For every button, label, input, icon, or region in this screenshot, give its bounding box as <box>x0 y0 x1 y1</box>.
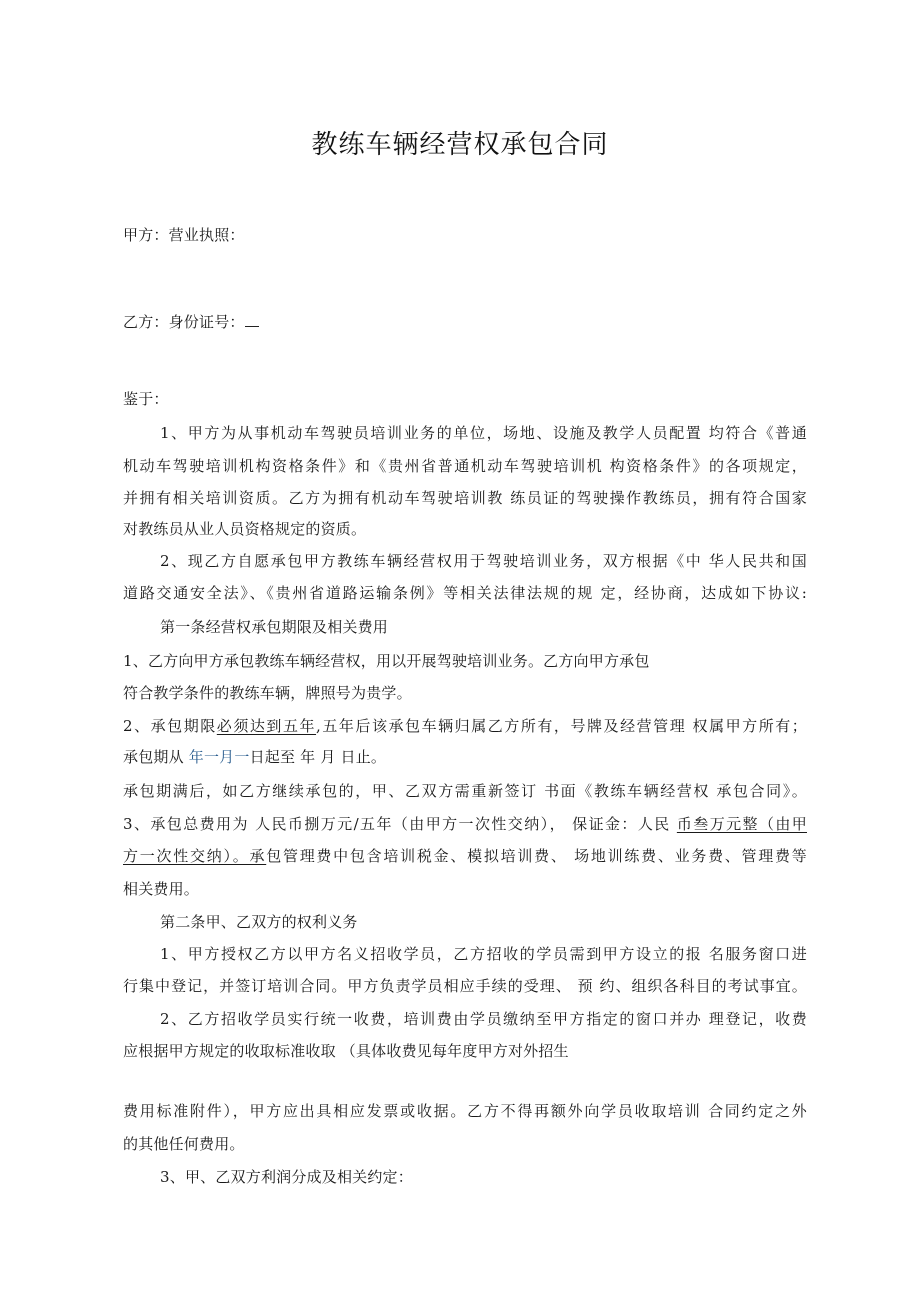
whereas-1-line-4: 对教练员从业人员资格规定的资质。 <box>123 520 367 538</box>
whereas-2-line-2: 道路交通安全法》、《贵州省道路运输条例》等相关法律法规的规 定，经协商，达成如下协议: <box>123 584 807 602</box>
term-start-date: 年一月一 <box>188 748 250 766</box>
whereas-1-line-2: 机动车驾驶培训机构资格条件》和《贵州省普通机动车驾驶培训机 构资格条件》的各项规定， <box>123 457 807 475</box>
party-a-line: 甲方：营业执照： <box>123 226 245 244</box>
whereas-1-line-1: 1、甲方为从事机动车驾驶员培训业务的单位，场地、设施及教学人员配置 均符合《普通 <box>160 424 807 442</box>
term-line <box>123 747 807 767</box>
article-2-title: 第二条甲、乙双方的权利义务 <box>160 913 358 931</box>
article-1-item-1-line-2: 符合教学条件的教练车辆，牌照号为贵学。 <box>123 684 412 702</box>
article-2-item-1-line-2: 行集中登记，并签订培训合同。甲方负责学员相应手续的受理、 预 约、组织各科目的考试事宜。 <box>123 977 807 995</box>
item-2-prefix: 2、承包期限 <box>123 717 217 735</box>
article-2-item-2-line-1: 2、乙方招收学员实行统一收费，培训费由学员缴纳至甲方指定的窗口并办 理登记，收费 <box>160 1010 807 1028</box>
item-2-suffix: ,五年后该承包车辆归属乙方所有，号牌及经营管理 权属甲方所有； <box>316 717 807 735</box>
term-suffix: 日起至 年 月 日止。 <box>249 748 387 766</box>
id-number-blank <box>245 312 259 327</box>
article-1-title: 第一条经营权承包期限及相关费用 <box>160 618 389 636</box>
term-prefix: 承包期从 <box>123 748 189 766</box>
renewal-line: 承包期满后，如乙方继续承包的，甲、乙双方需重新签订 书面《教练车辆经营权 承包合同》。 <box>123 782 807 800</box>
deposit-underlined: 币叁万元整（由甲 <box>676 815 807 833</box>
whereas-2-line-1: 2、现乙方自愿承包甲方教练车辆经营权用于驾驶培训业务，双方根据《中 华人民共和国 <box>160 552 807 570</box>
whereas-heading: 鉴于： <box>123 390 169 408</box>
article-2-item-3: 3、甲、乙双方利润分成及相关约定： <box>160 1168 413 1186</box>
article-1-item-3-line-1 <box>123 814 807 834</box>
five-year-term-underlined: 必须达到五年 <box>216 717 317 735</box>
article-2-item-1-line-1: 1、甲方授权乙方以甲方名义招收学员，乙方招收的学员需到甲方设立的报 名服务窗口进 <box>160 945 807 963</box>
deposit-underlined-cont: 方一次性交纳）。承 <box>123 847 267 865</box>
article-2-item-2-line-2: 应根据甲方规定的收取标准收取 （具体收费见每年度甲方对外招生 <box>123 1042 569 1060</box>
article-2-item-2-line-3: 费用标准附件），甲方应出具相应发票或收据。乙方不得再额外向学员收取培训 合同约定之外 <box>123 1102 807 1120</box>
whereas-1-line-3: 并拥有相关培训资质。乙方为拥有机动车驾驶培训教 练员证的驾驶操作教练员，拥有符合国家 <box>123 489 807 507</box>
fee-suffix: 包管理费中包含培训税金、模拟培训费、 场地训练费、业务费、管理费等 <box>266 847 807 865</box>
article-2-item-2-line-4: 的其他任何费用。 <box>123 1135 245 1153</box>
article-1-item-3-line-3: 相关费用。 <box>123 880 200 898</box>
party-b-line <box>123 312 807 332</box>
fee-prefix: 3、承包总费用为 人民币捌万元/五年（由甲方一次性交纳）， 保证金：人民 <box>123 815 677 833</box>
article-1-item-2 <box>123 716 807 736</box>
party-b-label: 乙方：身份证号： <box>123 313 245 331</box>
contract-title: 教练车辆经营权承包合同 <box>311 130 609 160</box>
article-1-item-1-line-1: 1、乙方向甲方承包教练车辆经营权，用以开展驾驶培训业务。乙方向甲方承包 <box>123 652 650 670</box>
article-1-item-3-line-2 <box>123 846 807 866</box>
